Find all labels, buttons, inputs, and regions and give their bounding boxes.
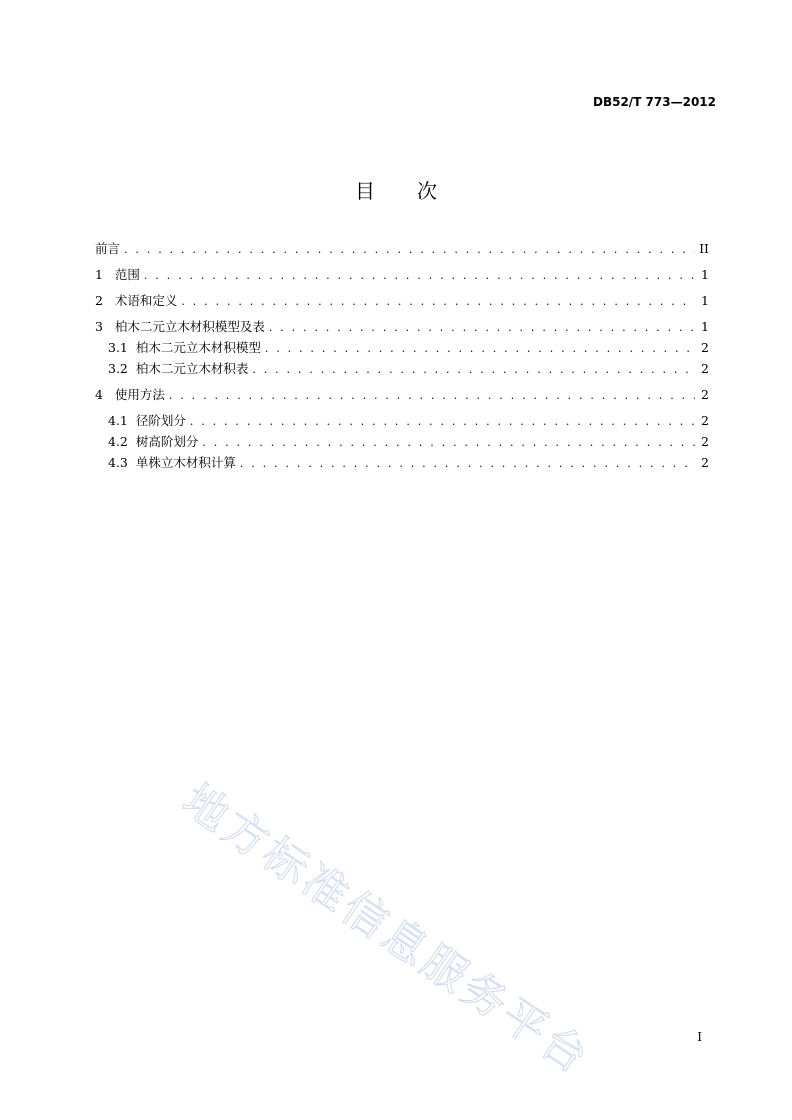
toc-entry-page: 1 <box>701 293 709 308</box>
toc-entry-page: 1 <box>701 267 709 282</box>
toc-entry-title: 树高阶划分 <box>135 434 199 449</box>
toc-entry-page: 2 <box>701 387 709 402</box>
toc-leader-dots <box>269 317 695 338</box>
toc-entry-number: 1 <box>95 267 103 282</box>
table-of-contents <box>95 238 709 473</box>
page-number: I <box>697 1030 702 1044</box>
toc-entry-title: 径阶划分 <box>135 413 186 428</box>
toc-entry-3-1[interactable] <box>95 337 709 358</box>
toc-entry-4[interactable] <box>95 384 709 405</box>
toc-entry-4-3[interactable] <box>95 452 709 473</box>
toc-entry-number: 4 <box>95 387 103 402</box>
toc-entry-3[interactable] <box>95 316 709 337</box>
toc-entry-1[interactable] <box>95 264 709 285</box>
toc-entry-title: 前言 <box>95 241 121 256</box>
toc-entry-number: 4.2 <box>108 434 128 449</box>
toc-leader-dots <box>144 265 695 286</box>
toc-leader-dots <box>169 385 695 406</box>
toc-entry-foreword[interactable] <box>95 238 709 259</box>
standard-code: DB52/T 773—2012 <box>593 95 716 109</box>
toc-entry-4-1[interactable] <box>95 410 709 431</box>
toc-entry-page: 1 <box>701 319 709 334</box>
toc-entry-page: 2 <box>701 413 709 428</box>
toc-title: 目次 <box>355 179 479 203</box>
toc-entry-title: 柏木二元立木材积模型及表 <box>114 319 265 334</box>
toc-entry-title: 柏木二元立木材积表 <box>135 361 249 376</box>
toc-leader-dots <box>190 411 695 432</box>
toc-leader-dots <box>252 359 695 380</box>
toc-entry-number: 2 <box>95 293 103 308</box>
toc-leader-dots <box>124 239 695 260</box>
toc-entry-page: 2 <box>701 434 709 449</box>
toc-leader-dots <box>240 453 695 474</box>
toc-entry-title: 柏木二元立木材积模型 <box>135 340 261 355</box>
toc-entry-number: 4.3 <box>108 455 128 470</box>
toc-entry-3-2[interactable] <box>95 358 709 379</box>
toc-entry-page: 2 <box>701 361 709 376</box>
toc-entry-page: 2 <box>701 455 709 470</box>
toc-entry-4-2[interactable] <box>95 431 709 452</box>
toc-entry-number: 3.1 <box>108 340 128 355</box>
toc-entry-number: 4.1 <box>108 413 128 428</box>
toc-leader-dots <box>202 432 695 453</box>
toc-entry-title: 术语和定义 <box>114 293 178 308</box>
toc-entry-title: 范围 <box>114 267 140 282</box>
toc-entry-number: 3 <box>95 319 103 334</box>
toc-entry-title: 使用方法 <box>114 387 165 402</box>
toc-entry-number: 3.2 <box>108 361 128 376</box>
toc-entry-2[interactable] <box>95 290 709 311</box>
watermark: 地方标准信息服务平台 <box>173 774 600 1086</box>
toc-leader-dots <box>181 291 695 312</box>
toc-entry-page: 2 <box>701 340 709 355</box>
toc-entry-title: 单株立木材积计算 <box>135 455 236 470</box>
toc-leader-dots <box>265 338 695 359</box>
toc-entry-page: II <box>699 241 709 256</box>
